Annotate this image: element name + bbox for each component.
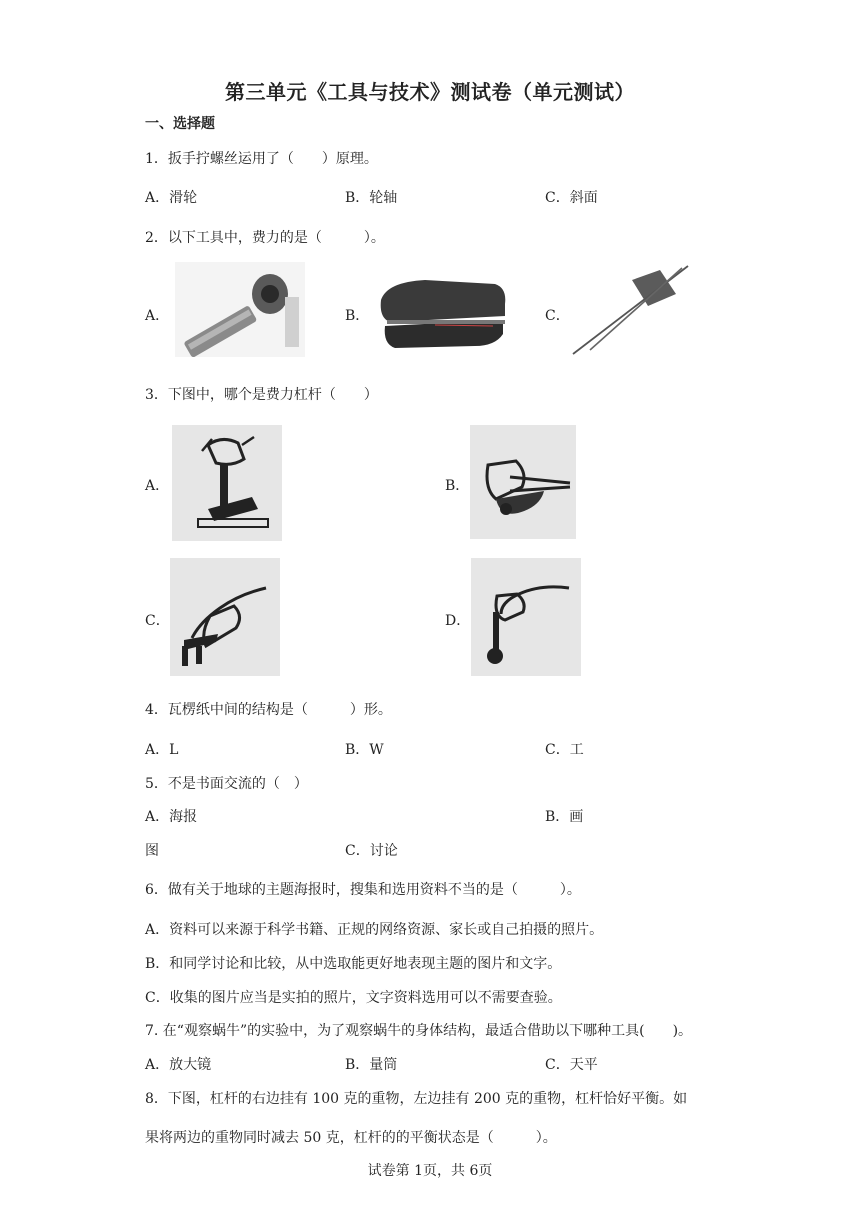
q1-option-a[interactable]: A．滑轮 [145, 190, 198, 206]
question-2-stem: 2．以下工具中，费力的是（ ）。 [145, 230, 385, 246]
q5-option-b-wrap: 图 [145, 843, 159, 859]
question-1-stem: 1．扳手拧螺丝运用了（ ）原理。 [145, 151, 378, 167]
stapler-image [375, 270, 510, 355]
q7-option-c[interactable]: C．天平 [545, 1057, 598, 1073]
q1-option-b[interactable]: B．轮轴 [345, 190, 398, 206]
q6-option-a[interactable]: A．资料可以来源于科学书籍、正规的网络资源、家长或自己拍摄的照片。 [145, 922, 604, 938]
q2-option-c[interactable]: C． [545, 308, 570, 324]
q5-option-c[interactable]: C．讨论 [345, 843, 398, 859]
q6-option-c[interactable]: C．收集的图片应当是实拍的照片，文字资料选用可以不需要查验。 [145, 990, 562, 1006]
q7-option-b[interactable]: B．量筒 [345, 1057, 398, 1073]
q3-option-d[interactable]: D． [445, 613, 471, 629]
q3-option-a[interactable]: A． [145, 478, 170, 494]
q2-option-a[interactable]: A． [145, 308, 170, 324]
wrench-hand-image [471, 558, 581, 676]
q5-option-a[interactable]: A．海报 [145, 809, 198, 825]
q4-option-a[interactable]: A．L [145, 742, 179, 758]
page-title: 第三单元《工具与技术》测试卷（单元测试） [225, 80, 635, 104]
question-8-stem-continued: 果将两边的重物同时减去 50 克，杠杆的的平衡状态是（ ）。 [145, 1130, 557, 1146]
chopsticks-image [570, 262, 695, 357]
page-footer: 试卷第 1页，共 6页 [367, 1163, 493, 1179]
q5-option-b[interactable]: B．画 [545, 809, 584, 825]
nutcracker-hand-image [470, 425, 576, 539]
section-heading: 一、选择题 [145, 116, 215, 132]
q6-option-b[interactable]: B．和同学讨论和比较，从中选取能更好地表现主题的图片和文字。 [145, 956, 562, 972]
scissors-hand-image [170, 558, 280, 676]
q3-option-b[interactable]: B． [445, 478, 470, 494]
question-7-stem: 7. 在“观察蜗牛”的实验中，为了观察蜗牛的身体结构，最适合借助以下哪种工具( )。 [145, 1023, 693, 1039]
q3-option-c[interactable]: C． [145, 613, 170, 629]
q1-option-c[interactable]: C．斜面 [545, 190, 598, 206]
can-opener-image [175, 262, 305, 357]
question-5-stem: 5．不是书面交流的（ ） [145, 776, 308, 792]
question-3-stem: 3．下图中，哪个是费力杠杆（ ） [145, 387, 378, 403]
q2-option-b[interactable]: B． [345, 308, 370, 324]
hammer-hand-image [172, 425, 282, 541]
q4-option-b[interactable]: B．W [345, 742, 384, 758]
question-4-stem: 4．瓦楞纸中间的结构是（ ）形。 [145, 702, 392, 718]
q4-option-c[interactable]: C．工 [545, 742, 584, 758]
question-6-stem: 6．做有关于地球的主题海报时，搜集和选用资料不当的是（ ）。 [145, 882, 581, 898]
question-8-stem: 8．下图，杠杆的右边挂有 100 克的重物，左边挂有 200 克的重物，杠杆恰好平衡。如 [145, 1091, 688, 1107]
q7-option-a[interactable]: A．放大镜 [145, 1057, 212, 1073]
